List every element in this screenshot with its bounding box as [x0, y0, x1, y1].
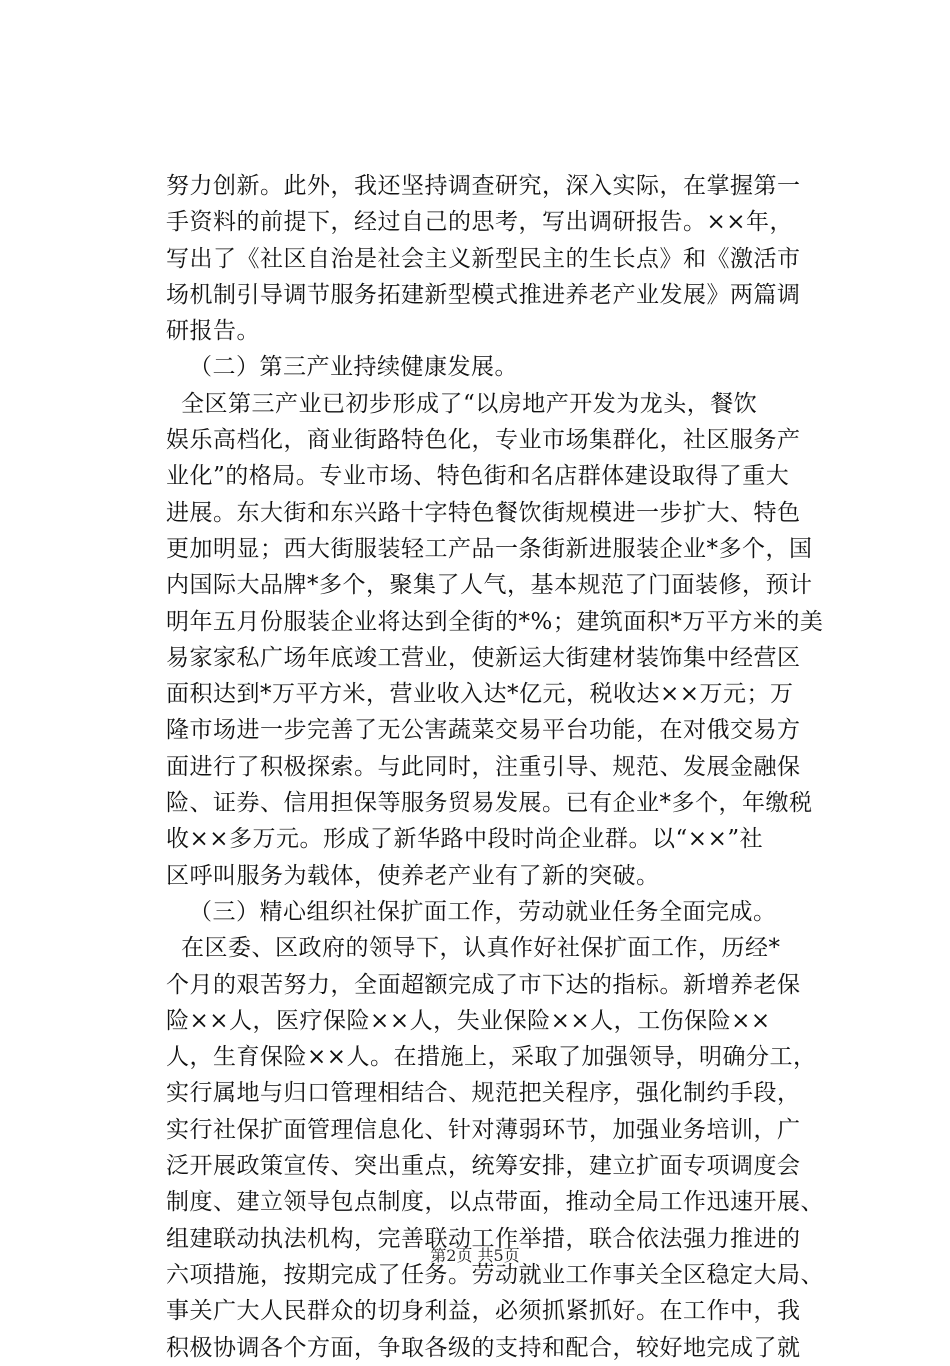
text-line: 易家家私广场年底竣工营业，使新运大街建材装饰集中经营区 [166, 644, 801, 671]
text-line: 内国际大品牌*多个，聚集了人气，基本规范了门面装修，预计 [166, 572, 813, 599]
text-line: 全区第三产业已初步形成了“以房地产开发为龙头，餐饮 [181, 390, 758, 417]
text-line: 面积达到*万平方米，营业收入达*亿元，税收达××万元；万 [166, 681, 794, 708]
text-line: 个月的艰苦努力，全面超额完成了市下达的指标。新增养老保 [166, 971, 801, 998]
section-heading: （三）精心组织社保扩面工作，劳动就业任务全面完成。 [189, 898, 777, 925]
text-line: 场机制引导调节服务拓建新型模式推进养老产业发展》两篇调 [166, 281, 801, 308]
text-line: 实行属地与归口管理相结合、规范把关程序，强化制约手段， [166, 1080, 801, 1107]
text-line: 事关广大人民群众的切身利益，必须抓紧抓好。在工作中，我 [166, 1298, 801, 1325]
text-line: 更加明显；西大街服装轻工产品一条街新进服装企业*多个，国 [166, 535, 813, 562]
page-number-footer: 第2页 共5页 [430, 1246, 520, 1265]
text-line: 实行社保扩面管理信息化、针对薄弱环节，加强业务培训，广 [166, 1116, 801, 1143]
text-line: 隆市场进一步完善了无公害蔬菜交易平台功能，在对俄交易方 [166, 717, 801, 744]
text-line: 写出了《社区自治是社会主义新型民主的生长点》和《激活市 [166, 245, 801, 272]
text-line: 面进行了积极探索。与此同时，注重引导、规范、发展金融保 [166, 753, 801, 780]
section-heading: （二）第三产业持续健康发展。 [189, 354, 518, 381]
text-line: 区呼叫服务为载体，使养老产业有了新的突破。 [166, 862, 660, 889]
text-line: 六项措施，按期完成了任务。劳动就业工作事关全区稳定大局、 [166, 1261, 824, 1288]
text-line: 险××人，医疗保险××人，失业保险××人，工伤保险×× [166, 1007, 771, 1034]
text-line: 手资料的前提下，经过自己的思考，写出调研报告。××年， [166, 209, 794, 236]
text-line: 业化”的格局。专业市场、特色街和名店群体建设取得了重大 [166, 463, 790, 490]
text-line: 人，生育保险××人。在措施上，采取了加强领导，明确分工， [166, 1044, 817, 1071]
text-line: 积极协调各个方面，争取各级的支持和配合，较好地完成了就 [166, 1334, 801, 1361]
text-line: 在区委、区政府的领导下，认真作好社保扩面工作，历经* [181, 935, 781, 962]
text-line: 险、证券、信用担保等服务贸易发展。已有企业*多个，年缴税 [166, 790, 813, 817]
body-text [166, 168, 830, 1366]
text-line: 收××多万元。形成了新华路中段时尚企业群。以“××”社 [166, 826, 764, 853]
text-line: 明年五月份服装企业将达到全街的*%；建筑面积*万平方米的美 [166, 608, 824, 635]
text-line: 组建联动执法机构，完善联动工作举措，联合依法强力推进的 [166, 1225, 801, 1252]
text-line: 努力创新。此外，我还坚持调查研究，深入实际，在掌握第一 [166, 173, 801, 199]
text-line: 进展。东大街和东兴路十字特色餐饮街规模进一步扩大、特色 [166, 499, 801, 526]
text-line: 泛开展政策宣传、突出重点，统筹安排，建立扩面专项调度会 [166, 1153, 801, 1180]
text-line: 娱乐高档化，商业街路特色化，专业市场集群化，社区服务产 [166, 427, 801, 454]
text-line: 制度、建立领导包点制度，以点带面，推动全局工作迅速开展、 [166, 1189, 824, 1216]
text-line: 研报告。 [166, 318, 260, 345]
